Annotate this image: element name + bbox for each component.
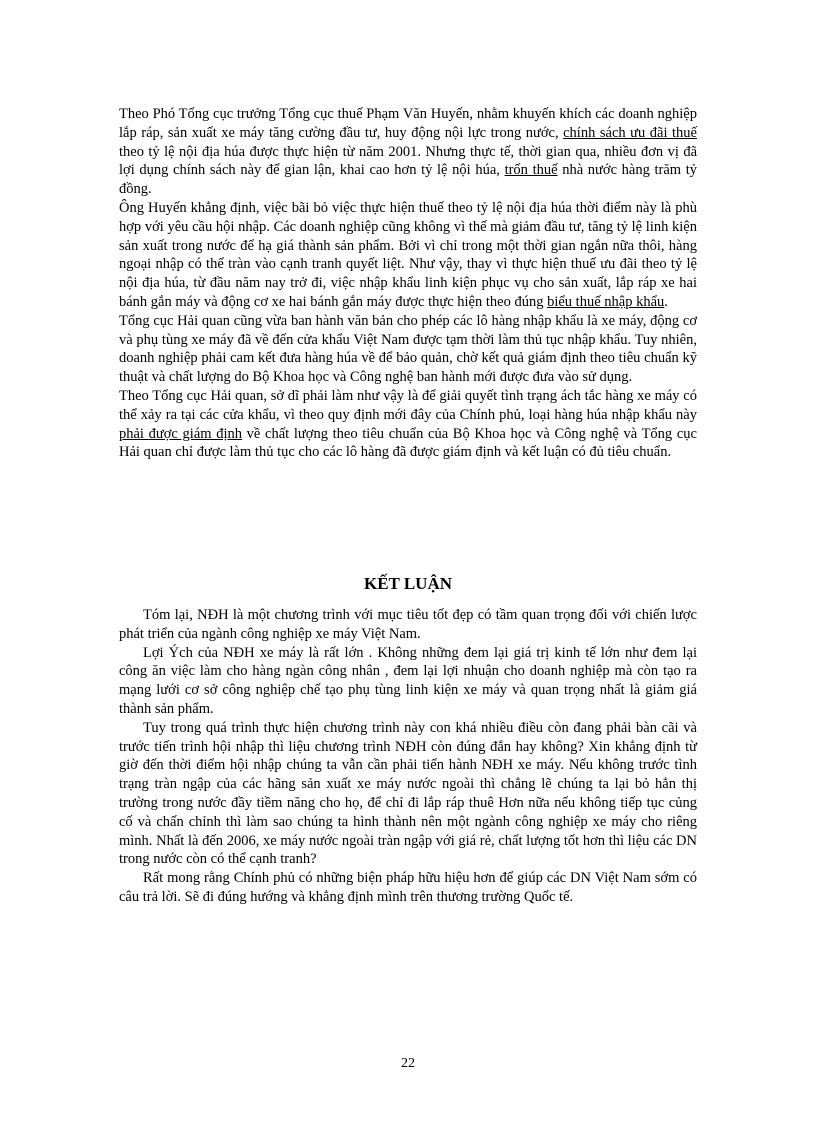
paragraph-customs-reason	[119, 387, 697, 462]
page-number: 22	[401, 1056, 415, 1071]
link-tax-evasion[interactable]: trốn thuế	[504, 162, 558, 179]
conclusion-paragraph: Tuy trong quá trình thực hiện chương trình này con khá nhiều điều còn đang phải bàn cãi và trước tiến trình hội nhập thì liệu chương trình NĐH còn đúng đắn hay không? Xin khẳng định từ giờ đến thời điểm hội nhập chúng ta vẫn cần phải tiến hành NĐH xe máy. Nếu không trước tình trạng tràn ngập của các hãng sản xuất xe máy nước ngoài thì chẳng lẽ chúng ta lại bỏ hẳn thị trường trong nước đầy tiềm năng cho họ, để chỉ đi lắp ráp thuê Hơn nữa nếu không tiếp tục củng cố và chấn chỉnh thì làm sao chúng ta hình thành nên một ngành công nghiệp xe máy cho riêng mình. Nhất là đến 2006, xe máy nước ngoài tràn ngập với giá rẻ, chất lượng tốt hơn thì liệu các DN trong nước còn có thể cạnh tranh?	[119, 719, 697, 868]
text-run: Ông Huyến khẳng định, việc bãi bỏ việc thực hiện thuế theo tỷ lệ nội địa húa thời điểm này là phù hợp với yêu cầu hội nhập. Các doanh nghiệp cũng không vì thế mà giảm đầu tư, tăng tỷ lệ linh kiện sản xuất trong nước để hạ giá thành sản phẩm. Bởi vì chỉ trong một thời gian ngắn nữa thôi, hàng ngoại nhập có thể tràn vào cạnh tranh quyết liệt. Như vậy, thay vì thực hiện thuế ưu đãi theo tỷ lệ nội địa húa, từ đầu năm nay trở đi, việc nhập khẩu linh kiện phục vụ cho sản xuất, lắp ráp xe hai bánh gắn máy và động cơ xe hai bánh gắn máy được thực hiện theo đúng	[119, 199, 697, 310]
section-heading-conclusion: KẾT LUẬN	[363, 574, 452, 593]
link-import-tariff[interactable]: biểu thuế nhập khẩu	[547, 293, 665, 310]
text-run: nhà nước hàng trăm tỷ đồng.	[119, 162, 698, 198]
link-tax-incentive-policy[interactable]: chính sách ưu đãi thuế	[563, 124, 697, 141]
link-must-be-inspected[interactable]: phải được giám định	[119, 425, 242, 442]
paragraph-abolish-tax	[119, 199, 697, 312]
conclusion-paragraph: Lợi Ých của NĐH xe máy là rất lớn . Không những đem lại giá trị kinh tế lớn như đem lại công ăn việc làm cho hàng ngàn công nhân , đem lại lợi nhuận cho doanh nghiệp mà còn tạo ra mạng lưới cơ sở công nghiệp chế tạo phụ tùng linh kiện xe máy và quan trọng nhất là giảm giá thành sản phẩm.	[119, 644, 697, 717]
text-run: Theo Phó Tổng cục trưởng Tổng cục thuế Phạm Văn Huyến, nhằm khuyến khích các doanh nghiệp lắp ráp, sản xuất xe máy tăng cường đầu tư, huy động nội lực trong nước,	[119, 106, 697, 141]
paragraph-customs-decision	[119, 312, 697, 387]
conclusion-paragraph: Tóm lại, NĐH là một chương trình với mục tiêu tốt đẹp có tầm quan trọng đối với chiến lược phát triển của ngành công nghiệp xe máy Việt Nam.	[119, 607, 697, 642]
conclusion-paragraph: Rất mong rằng Chính phủ có những biện pháp hữu hiệu hơn để giúp các DN Việt Nam sớm có câu trả lời. Sẽ đi đúng hướng và khẳng định mình trên thương trường Quốc tế.	[119, 870, 697, 905]
text-run: .	[664, 293, 668, 310]
news-section	[119, 105, 697, 462]
text-run: Tổng cục Hải quan cũng vừa ban hành văn bản cho phép các lô hàng nhập khẩu là xe máy, động cơ và phụ tùng xe máy đã về đến cửa khẩu Việt Nam được tạm thời làm thủ tục nhập khẩu. Tuy nhiên, doanh nghiệp phải cam kết đưa hàng húa về để bảo quản, chờ kết quả giám định theo tiêu chuẩn kỹ thuật và chất lượng do Bộ Khoa học và Công nghệ ban hành mới được đưa vào sử dụng.	[119, 312, 697, 386]
paragraph-tax-incentive	[119, 105, 697, 199]
text-run: theo tỷ lệ nội địa húa được thực hiện từ năm 2001. Nhưng thực tế, thời gian qua, nhiều đơn vị đã lợi dụng chính sách này để gian lận, khai cao hơn tỷ lệ nội húa,	[119, 143, 697, 179]
conclusion-section	[119, 606, 697, 907]
text-run: về chất lượng theo tiêu chuẩn của Bộ Khoa học và Công nghệ và Tổng cục Hải quan chỉ được làm thủ tục cho các lô hàng đã được giám định và kết luận có đủ tiêu chuẩn.	[119, 425, 697, 461]
text-run: Theo Tổng cục Hải quan, sở dĩ phải làm như vậy là để giải quyết tình trạng ách tắc hàng xe máy có thể xảy ra tại các cửa khẩu, vì theo quy định mới đây của Chính phủ, loại hàng húa nhập khẩu này	[119, 387, 697, 423]
